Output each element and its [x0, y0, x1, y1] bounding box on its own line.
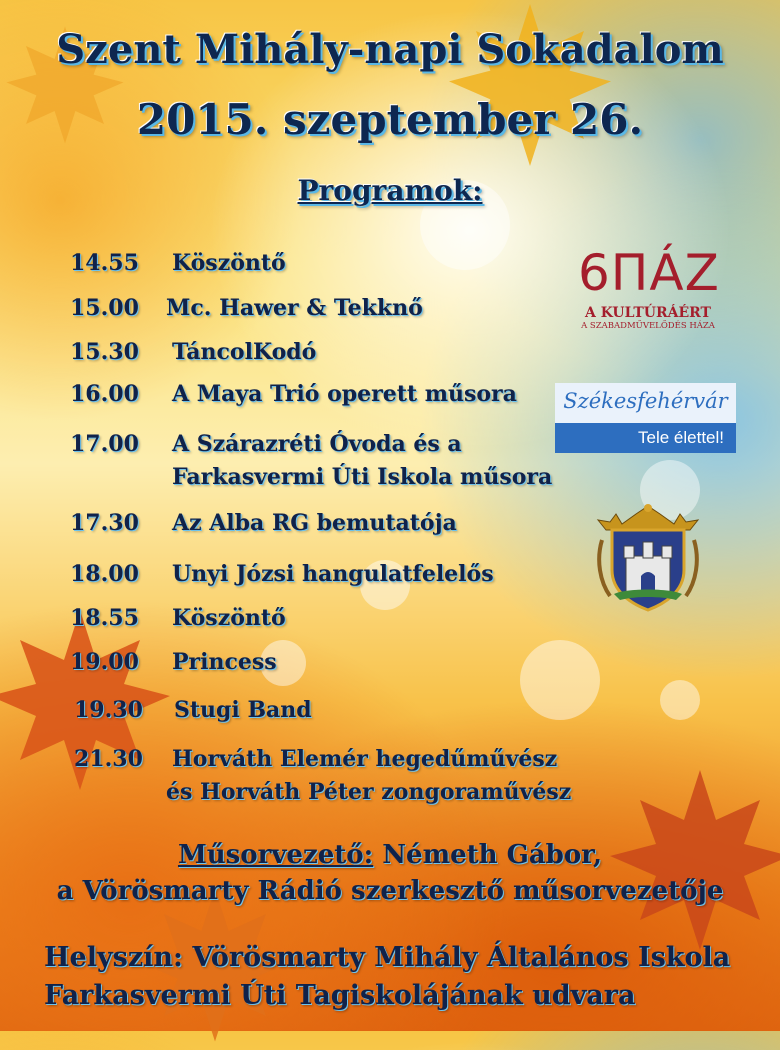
schedule-time: 15.30 — [70, 339, 139, 365]
schedule-time: 17.00 — [70, 431, 139, 457]
schedule-time: 15.00 — [70, 295, 139, 321]
program-heading: Programok: — [297, 174, 483, 207]
schedule-event: Horváth Elemér hegedűművész — [172, 746, 558, 772]
bokeh-light — [520, 640, 600, 720]
schedule-event: A Maya Trió operett műsora — [172, 381, 517, 407]
schedule-event: Köszöntő — [172, 250, 286, 276]
schedule-time: 18.55 — [70, 605, 139, 631]
poster-title: Szent Mihály-napi Sokadalom — [56, 26, 724, 73]
schedule-time: 19.30 — [74, 697, 143, 723]
event-date: 2015. szeptember 26. — [136, 95, 644, 144]
city-logo-slogan: Tele élettel! — [638, 428, 724, 447]
haz-logo — [578, 244, 720, 347]
host-name: Németh Gábor, — [373, 840, 603, 870]
city-logo-name: Székesfehérvár — [563, 389, 728, 413]
schedule-event: Princess — [172, 649, 277, 675]
schedule-event: és Horváth Péter zongoraművész — [166, 779, 572, 805]
host-line — [0, 840, 780, 870]
schedule-time: 19.00 — [70, 649, 139, 675]
haz-logo-line2: A SZABADMŰVELŐDÉS HÁZA — [581, 321, 715, 331]
schedule-event: A Szárazréti Óvoda és a — [172, 431, 462, 457]
schedule-event: Farkasvermi Úti Iskola műsora — [172, 464, 553, 490]
haz-logo-mark: 6ΠÁZ — [578, 244, 720, 302]
bokeh-light — [660, 680, 700, 720]
schedule-time: 16.00 — [70, 381, 139, 407]
city-coat-of-arms-icon — [596, 500, 700, 612]
schedule-event: Köszöntő — [172, 605, 286, 631]
schedule-time: 14.55 — [70, 250, 139, 276]
venue-line1: Helyszín: Vörösmarty Mihály Általános Iskola — [44, 942, 731, 973]
schedule-event: Unyi Józsi hangulatfelelős — [172, 561, 494, 587]
schedule-event: Mc. Hawer & Tekknő — [166, 295, 423, 321]
schedule-time: 21.30 — [74, 746, 143, 772]
schedule-event: TáncolKodó — [172, 339, 317, 365]
host-role: a Vörösmarty Rádió szerkesztő műsorvezetője — [56, 876, 724, 906]
schedule-event: Stugi Band — [174, 697, 312, 723]
schedule-time: 17.30 — [70, 510, 139, 536]
venue-line2: Farkasvermi Úti Tagiskolájának udvara — [44, 980, 636, 1011]
host-label: Műsorvezető: — [177, 840, 374, 870]
city-logo — [555, 383, 736, 453]
haz-logo-line1: A KULTÚRÁÉRT — [585, 305, 711, 321]
schedule-time: 18.00 — [70, 561, 139, 587]
schedule-event: Az Alba RG bemutatója — [172, 510, 457, 536]
